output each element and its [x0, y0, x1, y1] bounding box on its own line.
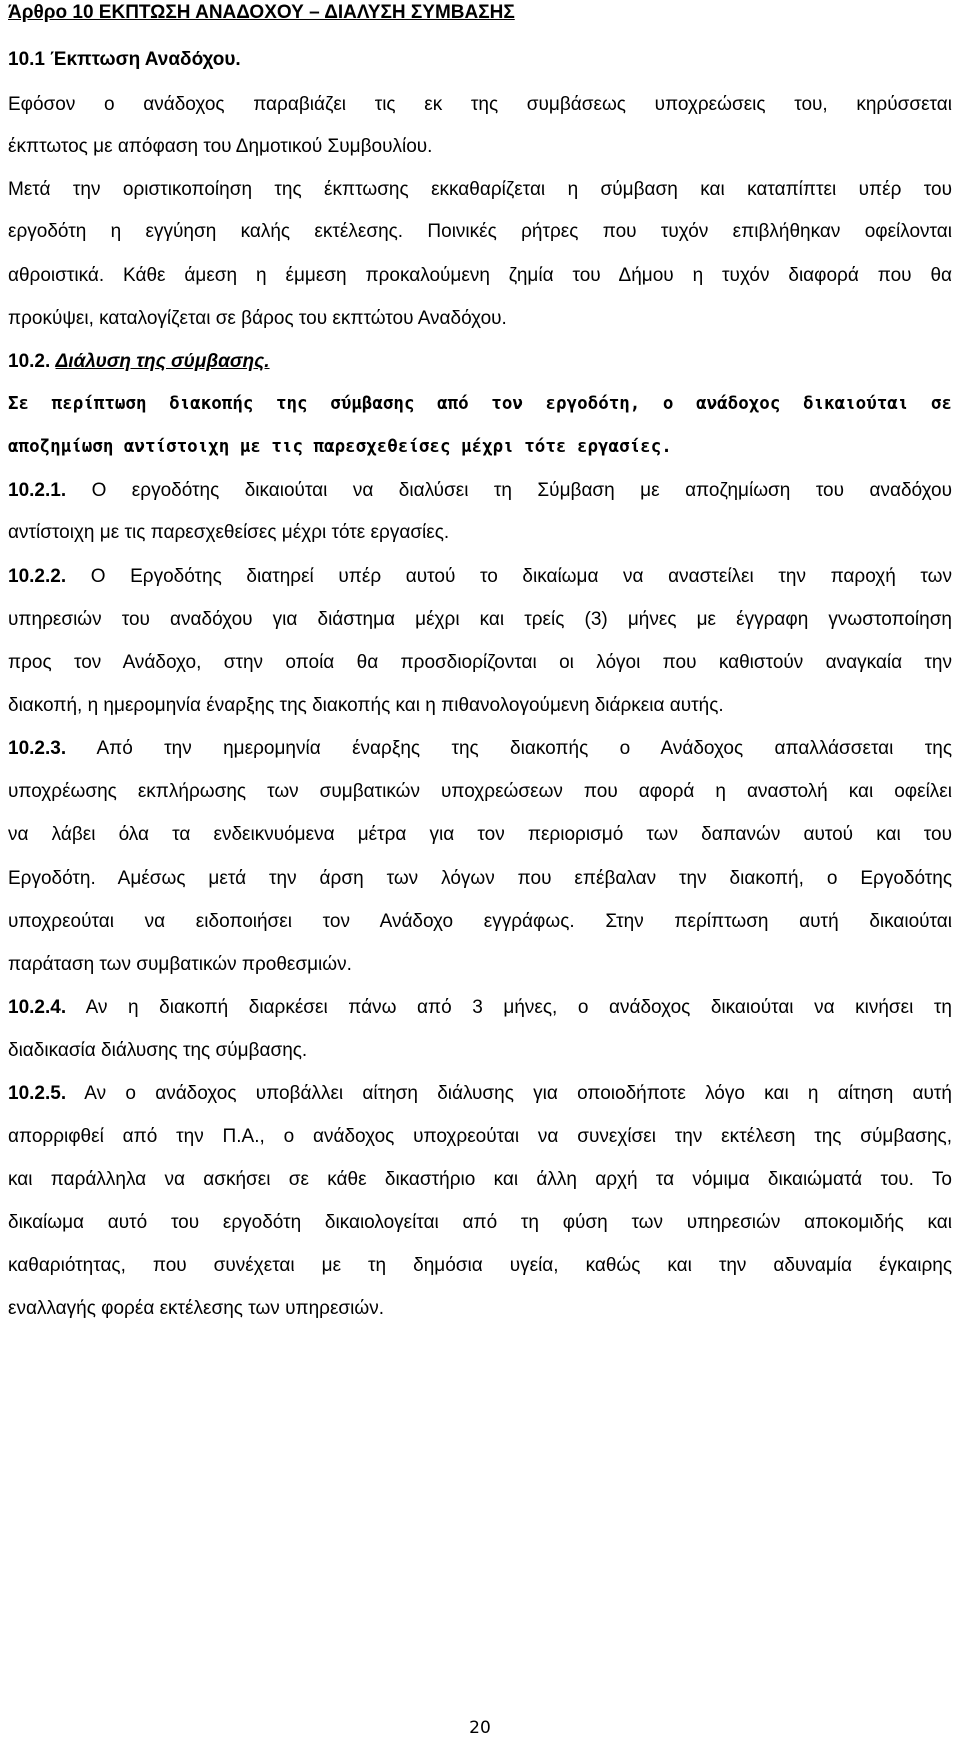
clause-text: Από την ημερομηνία έναρξης της διακοπής ο Ανάδοχος απαλλάσσεται της: [66, 738, 952, 759]
paragraph-line: αποζημίωση αντίστοιχη με τις παρεσχεθείσες μέχρι τότε εργασίες.: [8, 437, 672, 457]
paragraph-line: έκπτωτος με απόφαση του Δημοτικού Συμβουλίου.: [8, 136, 433, 157]
paragraph-line: παράταση των συμβατικών προθεσμιών.: [8, 954, 352, 975]
paragraph-line: δικαίωμα αυτό του εργοδότη δικαιολογείται από τη φύση των υπηρεσιών αποκομιδής και: [8, 1212, 952, 1233]
paragraph-line: διαδικασία διάλυσης της σύμβασης.: [8, 1040, 308, 1061]
paragraph-line: και παράλληλα να ασκήσει σε κάθε δικαστήριο και άλλη αρχή τα νόμιμα δικαιώματά του. Το: [8, 1169, 952, 1190]
clause-number: 10.2.5.: [8, 1083, 67, 1104]
paragraph-line: υποχρέωσης εκπλήρωσης των συμβατικών υποχρεώσεων που αφορά η αναστολή και οφείλει: [8, 781, 952, 802]
paragraph-line: Μετά την οριστικοποίηση της έκπτωσης εκκαθαρίζεται η σύμβαση και καταπίπτει υπέρ του: [8, 179, 952, 200]
clause-number: 10.2.4.: [8, 997, 67, 1018]
paragraph-line: εναλλαγής φορέα εκτέλεσης των υπηρεσιών.: [8, 1298, 384, 1319]
clause-number: 10.2.1.: [8, 480, 67, 501]
paragraph-line: διακοπή, η ημερομηνία έναρξης της διακοπής και η πιθανολογούμενη διάρκεια αυτής.: [8, 695, 724, 716]
page-number: 20: [469, 1718, 491, 1738]
clause-10-2-1: [8, 479, 952, 503]
paragraph-line: απορριφθεί από την Π.Α., ο ανάδοχος υποχρεούται να συνεχίσει την εκτέλεση της σύμβασης,: [8, 1126, 952, 1147]
clause-10-2-4: [8, 996, 952, 1020]
paragraph-line: προκύψει, καταλογίζεται σε βάρος του εκπτώτου Αναδόχου.: [8, 308, 507, 329]
paragraph-line: να λάβει όλα τα ενδεικνυόμενα μέτρα για τον περιορισμό των δαπανών αυτού και του: [8, 824, 952, 845]
clause-number: 10.2.3.: [8, 738, 67, 759]
clause-number: 10.2.2.: [8, 566, 67, 587]
clause-10-2-3: [8, 737, 952, 761]
paragraph-line: Εφόσον ο ανάδοχος παραβιάζει τις εκ της συμβάσεως υποχρεώσεις του, κηρύσσεται: [8, 94, 952, 115]
paragraph-line: Σε περίπτωση διακοπής της σύμβασης από τον εργοδότη, ο ανάδοχος δικαιούται σε: [8, 394, 952, 414]
paragraph-line: εργοδότη η εγγύηση καλής εκτέλεσης. Ποινικές ρήτρες που τυχόν επιβλήθηκαν οφείλονται: [8, 221, 952, 242]
article-title: Άρθρο 10 ΕΚΠΤΩΣΗ ΑΝΑΔΟΧΟΥ – ΔΙΑΛΥΣΗ ΣΥΜΒΑΣΗΣ: [8, 2, 515, 23]
section-10-2-heading: [8, 350, 952, 374]
clause-text: Ο Εργοδότης διατηρεί υπέρ αυτού το δικαίωμα να αναστείλει την παροχή των: [66, 566, 952, 587]
paragraph-line: υπηρεσιών του αναδόχου για διάστημα μέχρι και τρείς (3) μήνες με έγγραφη γνωστοποίηση: [8, 609, 952, 630]
paragraph-line: Εργοδότη. Αμέσως μετά την άρση των λόγων που επέβαλαν την διακοπή, ο Εργοδότης: [8, 868, 952, 889]
paragraph-line: αθροιστικά. Κάθε άμεση η έμμεση προκαλούμενη ζημία του Δήμου η τυχόν διαφορά που θα: [8, 265, 952, 286]
section-number: 10.2.: [8, 351, 51, 372]
clause-text: Αν η διακοπή διαρκέσει πάνω από 3 μήνες, ο ανάδοχος δικαιούται να κινήσει τη: [66, 997, 952, 1018]
clause-text: Ο εργοδότης δικαιούται να διαλύσει τη Σύμβαση με αποζημίωση του αναδόχου: [66, 480, 952, 501]
paragraph-line: υποχρεούται να ειδοποιήσει τον Ανάδοχο εγγράφως. Στην περίπτωση αυτή δικαιούται: [8, 911, 952, 932]
paragraph-line: καθαριότητας, που συνέχεται με τη δημόσια υγεία, καθώς και την αδυναμία έγκαιρης: [8, 1255, 952, 1276]
section-title: Διάλυση της σύμβασης.: [55, 351, 270, 372]
paragraph-line: αντίστοιχη με τις παρεσχεθείσες μέχρι τότε εργασίες.: [8, 522, 450, 543]
paragraph-line: προς τον Ανάδοχο, στην οποία θα προσδιορίζονται οι λόγοι που καθιστούν αναγκαία την: [8, 652, 952, 673]
section-10-1-heading: 10.1 Έκπτωση Αναδόχου.: [8, 49, 241, 70]
clause-10-2-5: [8, 1082, 952, 1106]
clause-10-2-2: [8, 565, 952, 589]
clause-text: Αν ο ανάδοχος υποβάλλει αίτηση διάλυσης για οποιοδήποτε λόγο και η αίτηση αυτή: [66, 1083, 952, 1104]
